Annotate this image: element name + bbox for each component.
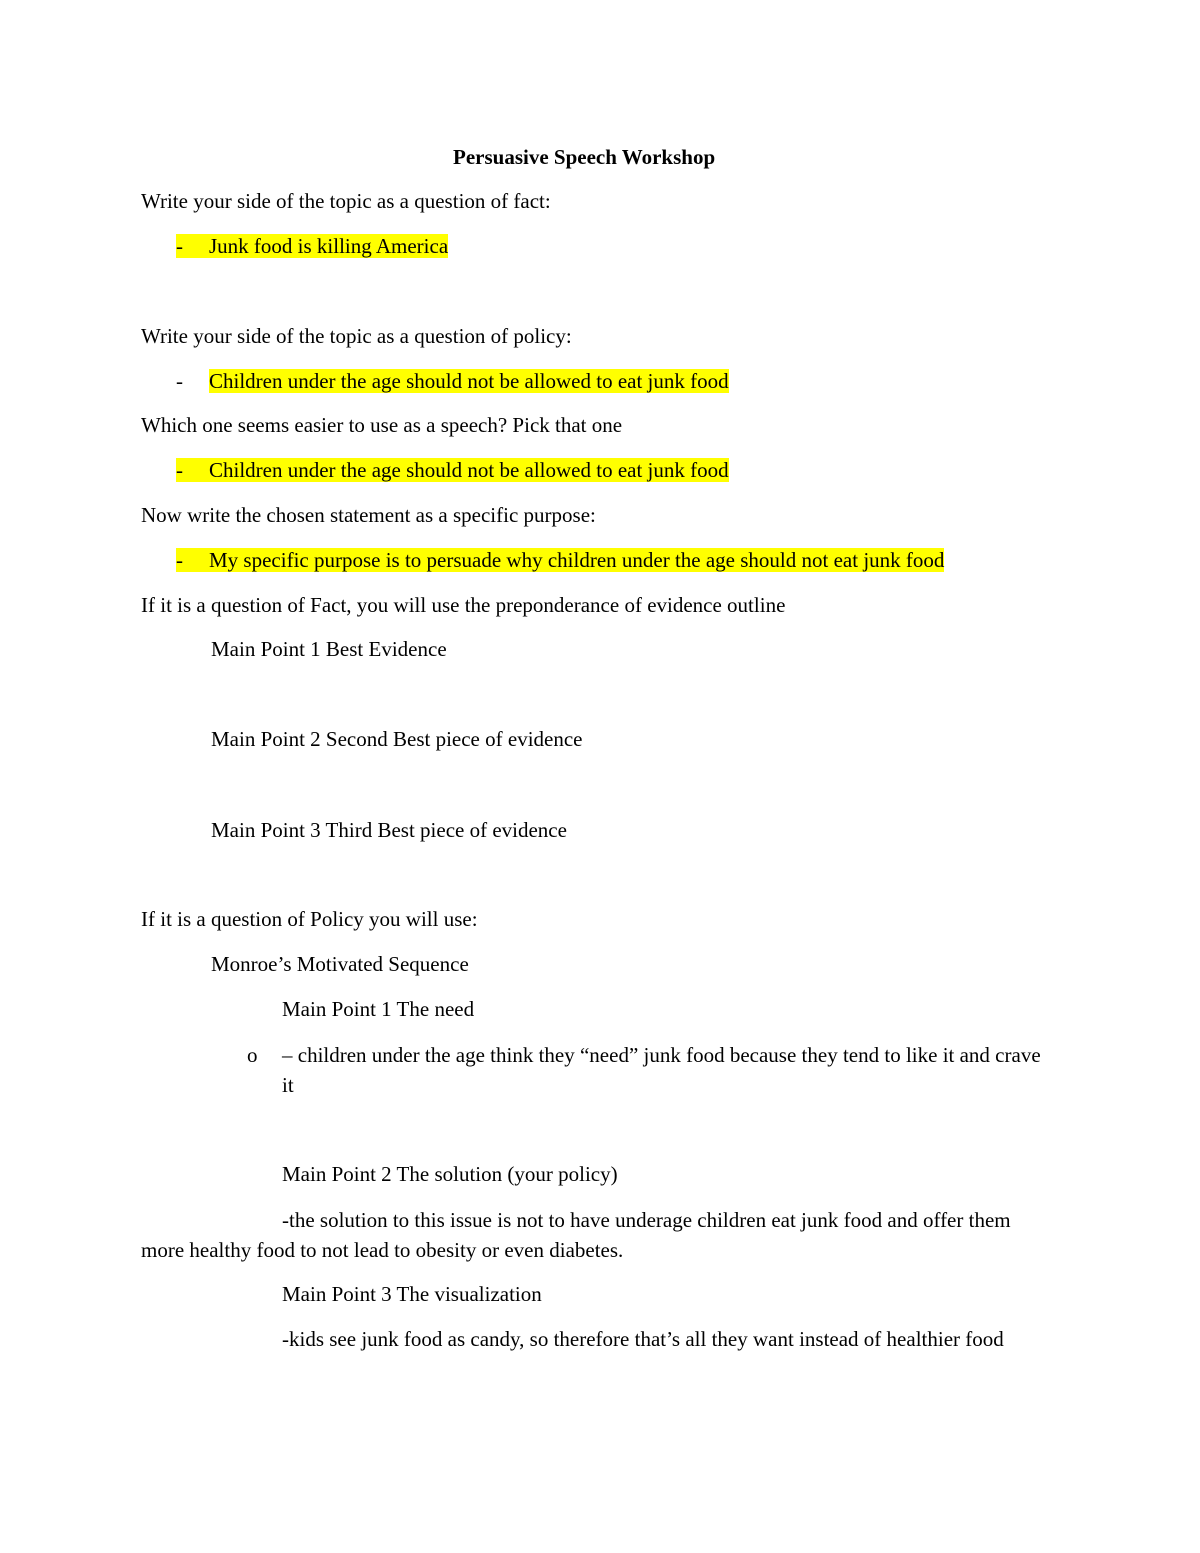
fact-answer-text: Junk food is killing America bbox=[209, 234, 449, 258]
monroe-point-1-detail: – children under the age think they “need” junk food because they tend to like it and crave it bbox=[282, 1043, 1041, 1097]
purpose-prompt: Now write the chosen statement as a specific purpose: bbox=[141, 503, 596, 527]
monroe-point-3: Main Point 3 The visualization bbox=[282, 1282, 542, 1306]
monroe-point-1: Main Point 1 The need bbox=[282, 997, 475, 1021]
fact-outline-intro: If it is a question of Fact, you will use the preponderance of evidence outline bbox=[141, 593, 786, 617]
page-title: Persuasive Speech Workshop bbox=[453, 145, 716, 169]
easier-answer-item bbox=[176, 455, 729, 485]
monroe-title: Monroe’s Motivated Sequence bbox=[211, 952, 469, 976]
fact-main-point-3: Main Point 3 Third Best piece of evidence bbox=[211, 818, 567, 842]
policy-outline-intro: If it is a question of Policy you will use: bbox=[141, 907, 478, 931]
bullet-dash: - bbox=[176, 548, 209, 572]
fact-main-point-1: Main Point 1 Best Evidence bbox=[211, 637, 447, 661]
fact-prompt: Write your side of the topic as a question of fact: bbox=[141, 189, 551, 213]
easier-prompt: Which one seems easier to use as a speech? Pick that one bbox=[141, 413, 623, 437]
easier-answer-text: Children under the age should not be allowed to eat junk food bbox=[209, 458, 729, 482]
purpose-answer-item bbox=[176, 545, 944, 575]
monroe-point-3-detail: -kids see junk food as candy, so therefore that’s all they want instead of healthier food bbox=[282, 1327, 1004, 1351]
policy-answer-item bbox=[176, 366, 729, 396]
bullet-dash: - bbox=[176, 458, 209, 482]
policy-prompt: Write your side of the topic as a question of policy: bbox=[141, 324, 572, 348]
policy-answer-text: Children under the age should not be allowed to eat junk food bbox=[209, 369, 729, 393]
monroe-point-2-detail: -the solution to this issue is not to have underage children eat junk food and offer them more healthy food to not lead to obesity or even diabetes. bbox=[141, 1208, 1011, 1262]
circle-bullet-icon: o bbox=[247, 1043, 258, 1067]
bullet-dash: - bbox=[176, 369, 183, 393]
bullet-dash: - bbox=[176, 234, 209, 258]
monroe-point-2: Main Point 2 The solution (your policy) bbox=[282, 1162, 618, 1186]
fact-main-point-2: Main Point 2 Second Best piece of evidence bbox=[211, 727, 583, 751]
fact-answer-item bbox=[176, 231, 448, 261]
purpose-answer-text: My specific purpose is to persuade why children under the age should not eat junk food bbox=[209, 548, 945, 572]
